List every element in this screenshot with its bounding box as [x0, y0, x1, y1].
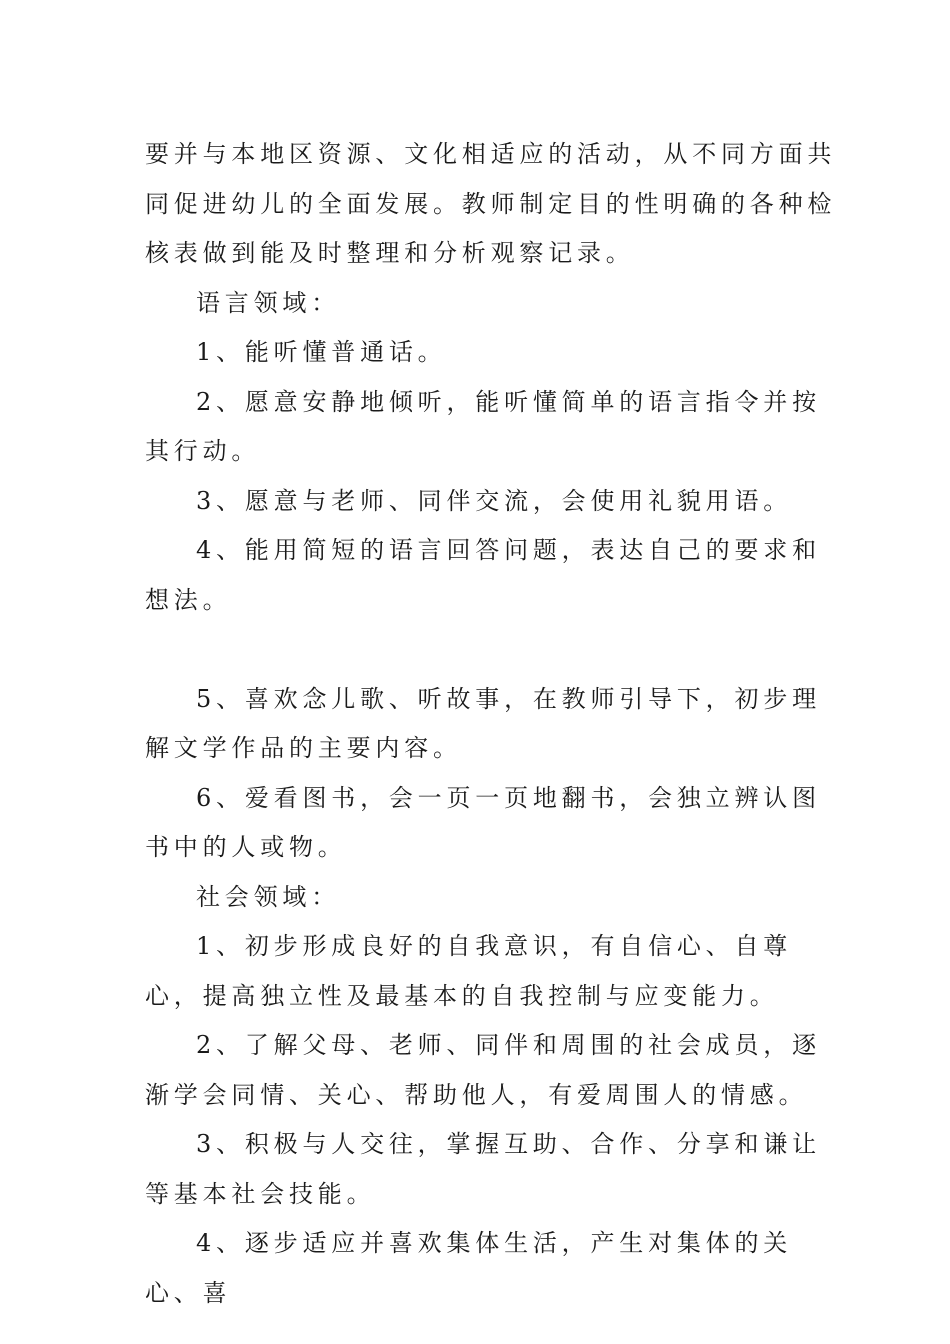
language-item-4: 4、能用简短的语言回答问题，表达自己的要求和想法。 — [145, 536, 821, 614]
language-item-6: 6、爱看图书，会一页一页地翻书，会独立辨认图书中的人或物。 — [145, 783, 821, 861]
social-item-4: 4、逐步适应并喜欢集体生活，产生对集体的关心、喜 — [145, 1229, 793, 1307]
heading-social-domain: 社会领域： — [196, 882, 340, 911]
heading-language-domain: 语言领域： — [196, 288, 340, 317]
language-item-3: 3、愿意与老师、同伴交流，会使用礼貌用语。 — [196, 486, 793, 515]
language-item-5: 5、喜欢念儿歌、听故事，在教师引导下，初步理解文学作品的主要内容。 — [145, 684, 821, 762]
paragraph-gap — [145, 625, 845, 675]
language-item-1: 1、能听懂普通话。 — [196, 338, 447, 366]
language-item-2: 2、愿意安静地倾听，能听懂简单的语言指令并按其行动。 — [145, 387, 821, 465]
paragraph-intro: 要并与本地区资源、文化相适应的活动，从不同方面共同促进幼儿的全面发展。教师制定目的性明确的各种检核表做到能及时整理和分析观察记录。 — [145, 140, 837, 267]
document-body — [145, 130, 845, 1318]
social-item-3: 3、积极与人交往，掌握互助、合作、分享和谦让等基本社会技能。 — [145, 1130, 821, 1208]
social-item-1: 1、初步形成良好的自我意识，有自信心、自尊心，提高独立性及最基本的自我控制与应变能力。 — [145, 932, 793, 1010]
social-item-2: 2、了解父母、老师、同伴和周围的社会成员，逐渐学会同情、关心、帮助他人，有爱周围人的情感。 — [145, 1031, 821, 1109]
